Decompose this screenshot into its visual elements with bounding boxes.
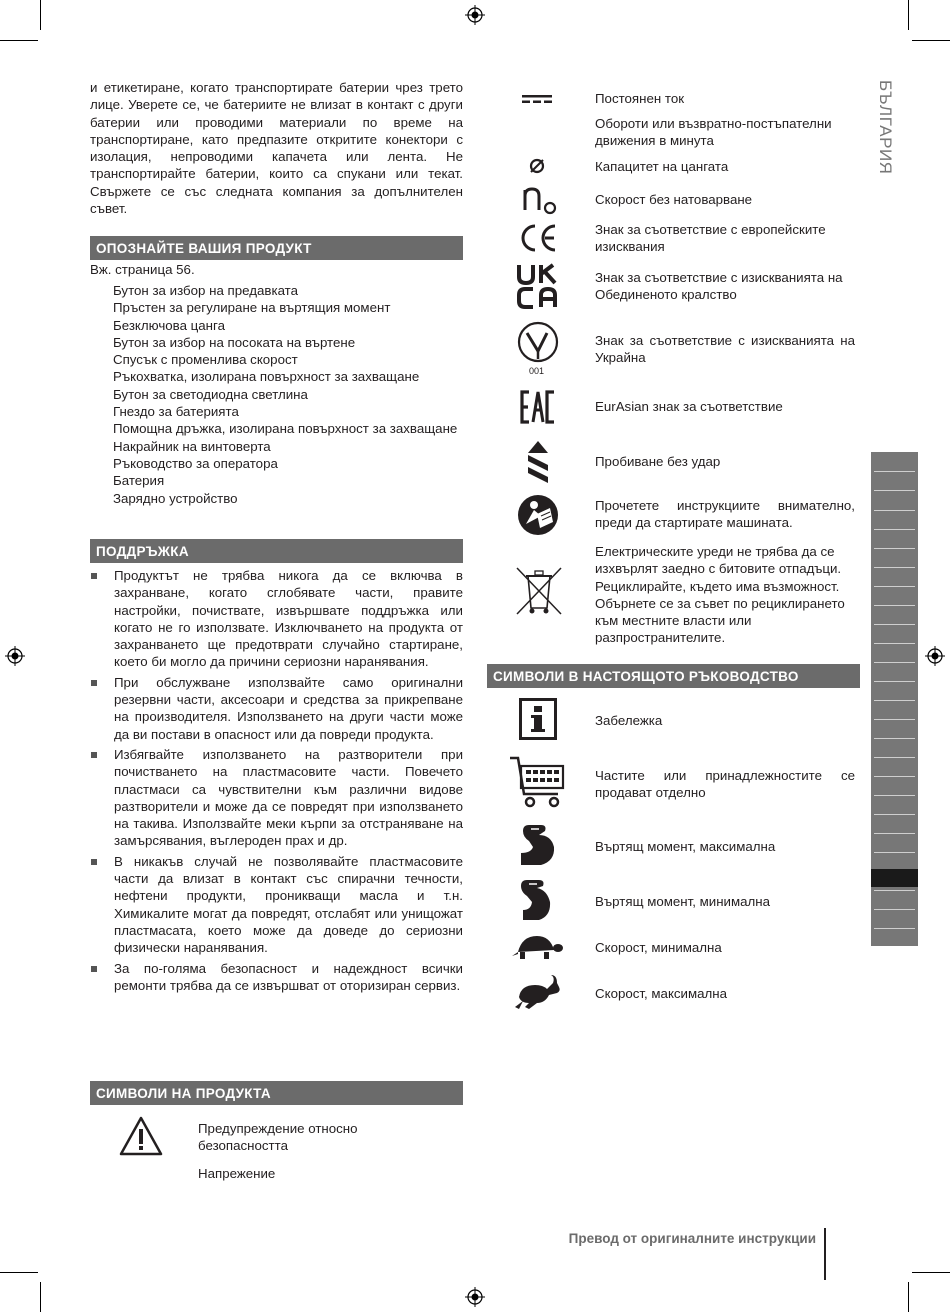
torque-max-text: Въртящ момент, максимална [595, 839, 776, 854]
list-item: Накрайник на винтоверта [113, 438, 271, 454]
ce-text: Знак за съответствие с европейските изисквания [595, 222, 826, 255]
crop-mark [0, 1272, 38, 1273]
speed-max-text: Скорост, максимална [595, 986, 728, 1001]
language-tab [870, 80, 900, 200]
drill-bit-icon [524, 438, 552, 486]
info-icon [516, 697, 560, 741]
maintenance-heading: ПОДДРЪЖКА [90, 539, 463, 563]
section-tab-strip [871, 452, 918, 946]
list-item: Бутон за светодиодна светлина [113, 386, 308, 402]
accessories-text: Частите или принадлежностите се продават отделно [595, 768, 855, 801]
bullet-item: Продуктът не трябва никога да се включва в захранване, когато сглобявате части, правите настройки, почиствате, извършвате поддръжка или когато не го използвате. Изключването на продукта от захранването ще предотврати случайно стартиране, което би могло да причини сериозни наранявания. [90, 567, 463, 671]
torque-max-icon [514, 822, 560, 868]
intro-paragraph: и етикетиране, когато транспортирате батерии чрез трето лице. Уверете се, че батериите не влизат в контакт с други батерии или проводими материали по време на транспортиране, като предпазите откритите конектори с изолация, непроводими капачета или лента. Не транспортирайте батерии, които са спукани или текат. Свържете се със следната компания за допълнителен съвет. [90, 80, 463, 217]
no-load-speed-text: Скорост без натоварване [595, 192, 753, 207]
bullet-item: При обслужване използвайте само оригинални резервни части, аксесоари и средства за прикрепване на производителя. Използването на други части може да ви постави в опасност или да повреди продукта. [90, 674, 463, 743]
crop-mark [912, 1272, 950, 1273]
page-reference: Вж. страница 56. [90, 262, 195, 277]
eac-text: EurAsian знак за съответствие [595, 399, 783, 414]
list-item: Батерия [113, 473, 165, 489]
eac-mark-icon [518, 390, 558, 424]
list-item: Гнездо за батерията [113, 404, 239, 420]
turtle-icon [510, 930, 564, 964]
list-item: Пръстен за регулиране на въртящия момент [113, 300, 391, 316]
bullet-item: В никакъв случай не позволявайте пластмасовите части да влизат в контакт със спирачни течности, нефтени продукти, проникващи масла и т.н. Химикалите могат да повредят, отслабят или унищожат пластмасата, което може да доведе до сериозни физически наранявания. [90, 853, 463, 957]
ukraine-text: Знак за съответствие с изискванията на Украйна [595, 333, 855, 366]
maintenance-list [90, 567, 463, 997]
crop-mark [908, 0, 909, 30]
crop-mark [912, 40, 950, 41]
list-item: Безключова цанга [113, 317, 225, 333]
dc-text: Постоянен ток [595, 91, 685, 106]
footer-text: Превод от оригиналните инструкции [568, 1231, 816, 1246]
registration-mark-icon [925, 646, 945, 666]
ukraine-mark-icon [516, 320, 560, 364]
shopping-cart-icon [508, 754, 566, 810]
voltage-text: Напрежение [198, 1166, 276, 1181]
weee-bin-icon [512, 563, 566, 619]
crop-mark [40, 1282, 41, 1312]
list-item: Ръководство за оператора [113, 455, 278, 471]
safety-warning-text: Предупреждение относно безопасността [198, 1121, 358, 1154]
diameter-icon [526, 154, 548, 178]
list-item: Бутон за избор на предавката [113, 283, 299, 298]
torque-min-icon [514, 877, 560, 923]
read-manual-icon [516, 493, 560, 537]
ukraine-code: 001 [529, 366, 545, 376]
list-item: Помощна дръжка, изолирана повърхност за захващане [113, 421, 458, 437]
crop-mark [908, 1282, 909, 1312]
dc-current-icon [520, 92, 554, 106]
list-item: Ръкохватка, изолирана повърхност за захващане [113, 369, 420, 385]
active-tab-marker [871, 869, 918, 887]
list-item: Спусък с променлива скорост [113, 352, 298, 368]
read-manual-text: Прочетете инструкциите внимателно, преди да стартирате машината. [595, 498, 855, 531]
manual-symbols-heading: СИМВОЛИ В НАСТОЯЩОТО РЪКОВОДСТВО [487, 664, 860, 688]
list-item: Зарядно устройство [113, 490, 238, 506]
rabbit-icon [512, 972, 564, 1012]
no-load-speed-icon [520, 180, 560, 216]
bullet-item: Избягвайте използването на разтворители при почистването на пластмасовите части. Повечето пластмаси са чувствителни към различни видове разтворители и може да се повредят при използването на такива. Използвайте меки кърпи за отстраняване на замърсявания, въглероден прах и др. [90, 746, 463, 850]
registration-mark-icon [5, 646, 25, 666]
registration-mark-icon [465, 1287, 485, 1307]
ce-mark-icon [516, 220, 560, 256]
chuck-capacity-text: Капацитет на цангата [595, 159, 729, 174]
crop-mark [40, 0, 41, 30]
weee-text: Електрическите уреди не трябва да се изхвърлят заедно с битовите отпадъци. Рециклирайте, където има възможност. Обърнете се за съвет по рециклирането към местните власти или разпространителите. [595, 544, 845, 646]
drilling-text: Пробиване без удар [595, 454, 721, 469]
ukca-text: Знак за съответствие с изискванията на Обединеното кралство [595, 270, 843, 303]
torque-min-text: Въртящ момент, минимална [595, 894, 771, 909]
bullet-item: За по-голяма безопасност и надеждност всички ремонти трябва да се извършват от оторизиран сервиз. [90, 960, 463, 995]
note-text: Забележка [595, 713, 663, 728]
product-symbols-heading: СИМВОЛИ НА ПРОДУКТА [90, 1081, 463, 1105]
language-label: БЪЛГАРИЯ [876, 80, 895, 175]
know-product-heading: ОПОЗНАЙТЕ ВАШИЯ ПРОДУКТ [90, 236, 463, 260]
rpm-text: Обороти или възвратно-постъпателни движения в минута [595, 116, 832, 149]
registration-mark-icon [465, 5, 485, 25]
ukca-mark-icon [514, 262, 562, 310]
speed-min-text: Скорост, минимална [595, 940, 722, 955]
warning-triangle-icon [118, 1114, 164, 1158]
list-item: Бутон за избор на посоката на въртене [113, 334, 356, 350]
parts-list [113, 282, 463, 507]
footer-divider [824, 1228, 826, 1280]
crop-mark [0, 40, 38, 41]
